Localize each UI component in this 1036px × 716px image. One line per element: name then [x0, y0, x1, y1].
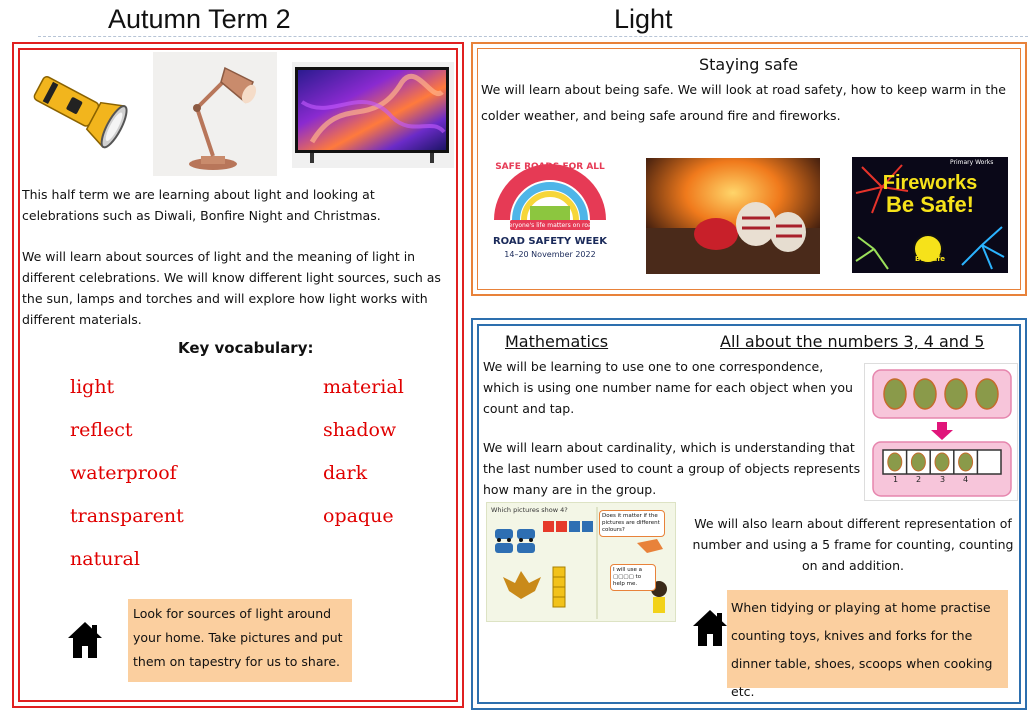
poster-title: ROAD SAFETY WEEK: [492, 236, 608, 247]
vocab-word: waterproof: [70, 462, 177, 484]
vocab-word: shadow: [323, 419, 397, 441]
house-icon: [66, 620, 104, 660]
desk-lamp-image: [153, 52, 277, 176]
vocab-word: dark: [323, 462, 368, 484]
frame-number: 4: [963, 475, 969, 484]
maths-paragraph-3: We will also learn about different representation of number and using a 5 frame for counting, counting on and addition.: [692, 516, 1014, 573]
staying-safe-heading: Staying safe: [699, 55, 799, 74]
fireworks-line-2: Be Safe!: [885, 192, 975, 217]
topic-title: Light: [614, 4, 673, 34]
intro-paragraph-1: This half term we are learning about light and looking at celebrations such as Diwali, Bonfire Night and Christmas.: [22, 187, 381, 223]
worksheet-bubble-2: I will use a ▢▢▢▢ to help me.: [610, 564, 656, 591]
vocab-heading: Key vocabulary:: [178, 339, 314, 357]
vocab-word: natural: [70, 548, 140, 570]
frame-number: 3: [940, 475, 946, 484]
vocab-word: opaque: [323, 505, 394, 527]
fireworks-badge: Be Safe: [914, 255, 946, 263]
poster-arc-text: SAFE ROADS FOR ALL: [495, 162, 605, 172]
poster-dates: 14–20 November 2022: [504, 250, 596, 259]
vocab-word: material: [323, 376, 404, 398]
staying-safe-text: We will learn about being safe. We will look at road safety, how to keep warm in the colder weather, and being safe around fire and fireworks.: [481, 82, 1006, 123]
maths-subheading: All about the numbers 3, 4 and 5: [720, 332, 985, 351]
house-icon: [691, 608, 729, 648]
torch-image: [26, 58, 136, 158]
worksheet-bubble-1: Does it matter if the pictures are different colours?: [599, 510, 665, 537]
fireworks-corner-label: Primary Works: [950, 159, 994, 166]
tv-image: [292, 62, 454, 168]
home-note-maths: When tidying or playing at home practise counting toys, knives and forks for the dinner table, shoes, scoops when cooking etc.: [727, 590, 1008, 688]
vocab-word: light: [70, 376, 115, 398]
vocab-word: transparent: [70, 505, 184, 527]
header-divider: [38, 36, 1028, 37]
term-title: Autumn Term 2: [108, 4, 291, 34]
warm-socks-photo: [646, 158, 820, 274]
maths-heading: Mathematics: [505, 332, 609, 351]
home-note-light: Look for sources of light around your home. Take pictures and put them on tapestry for us to share.: [128, 599, 352, 682]
frame-number: 1: [893, 475, 899, 484]
vocab-word: reflect: [70, 419, 133, 441]
fireworks-line-1: Fireworks: [882, 172, 978, 194]
frame-number: 2: [916, 475, 922, 484]
poster-tagline: Everyone's life matters on roads: [501, 222, 599, 229]
intro-paragraph-2: We will learn about sources of light and the meaning of light in different celebrations. We will know different light sources, such as the sun, lamps and torches and will explore how light works with different materials.: [22, 249, 441, 327]
maths-paragraph-2: We will learn about cardinality, which is understanding that the last number used to count a group of objects represents how many are in the group.: [483, 440, 861, 497]
worksheet-question: Which pictures show 4?: [491, 506, 568, 514]
maths-paragraph-1: We will be learning to use one to one correspondence, which is using one number name for each object when you count and tap.: [483, 359, 853, 416]
